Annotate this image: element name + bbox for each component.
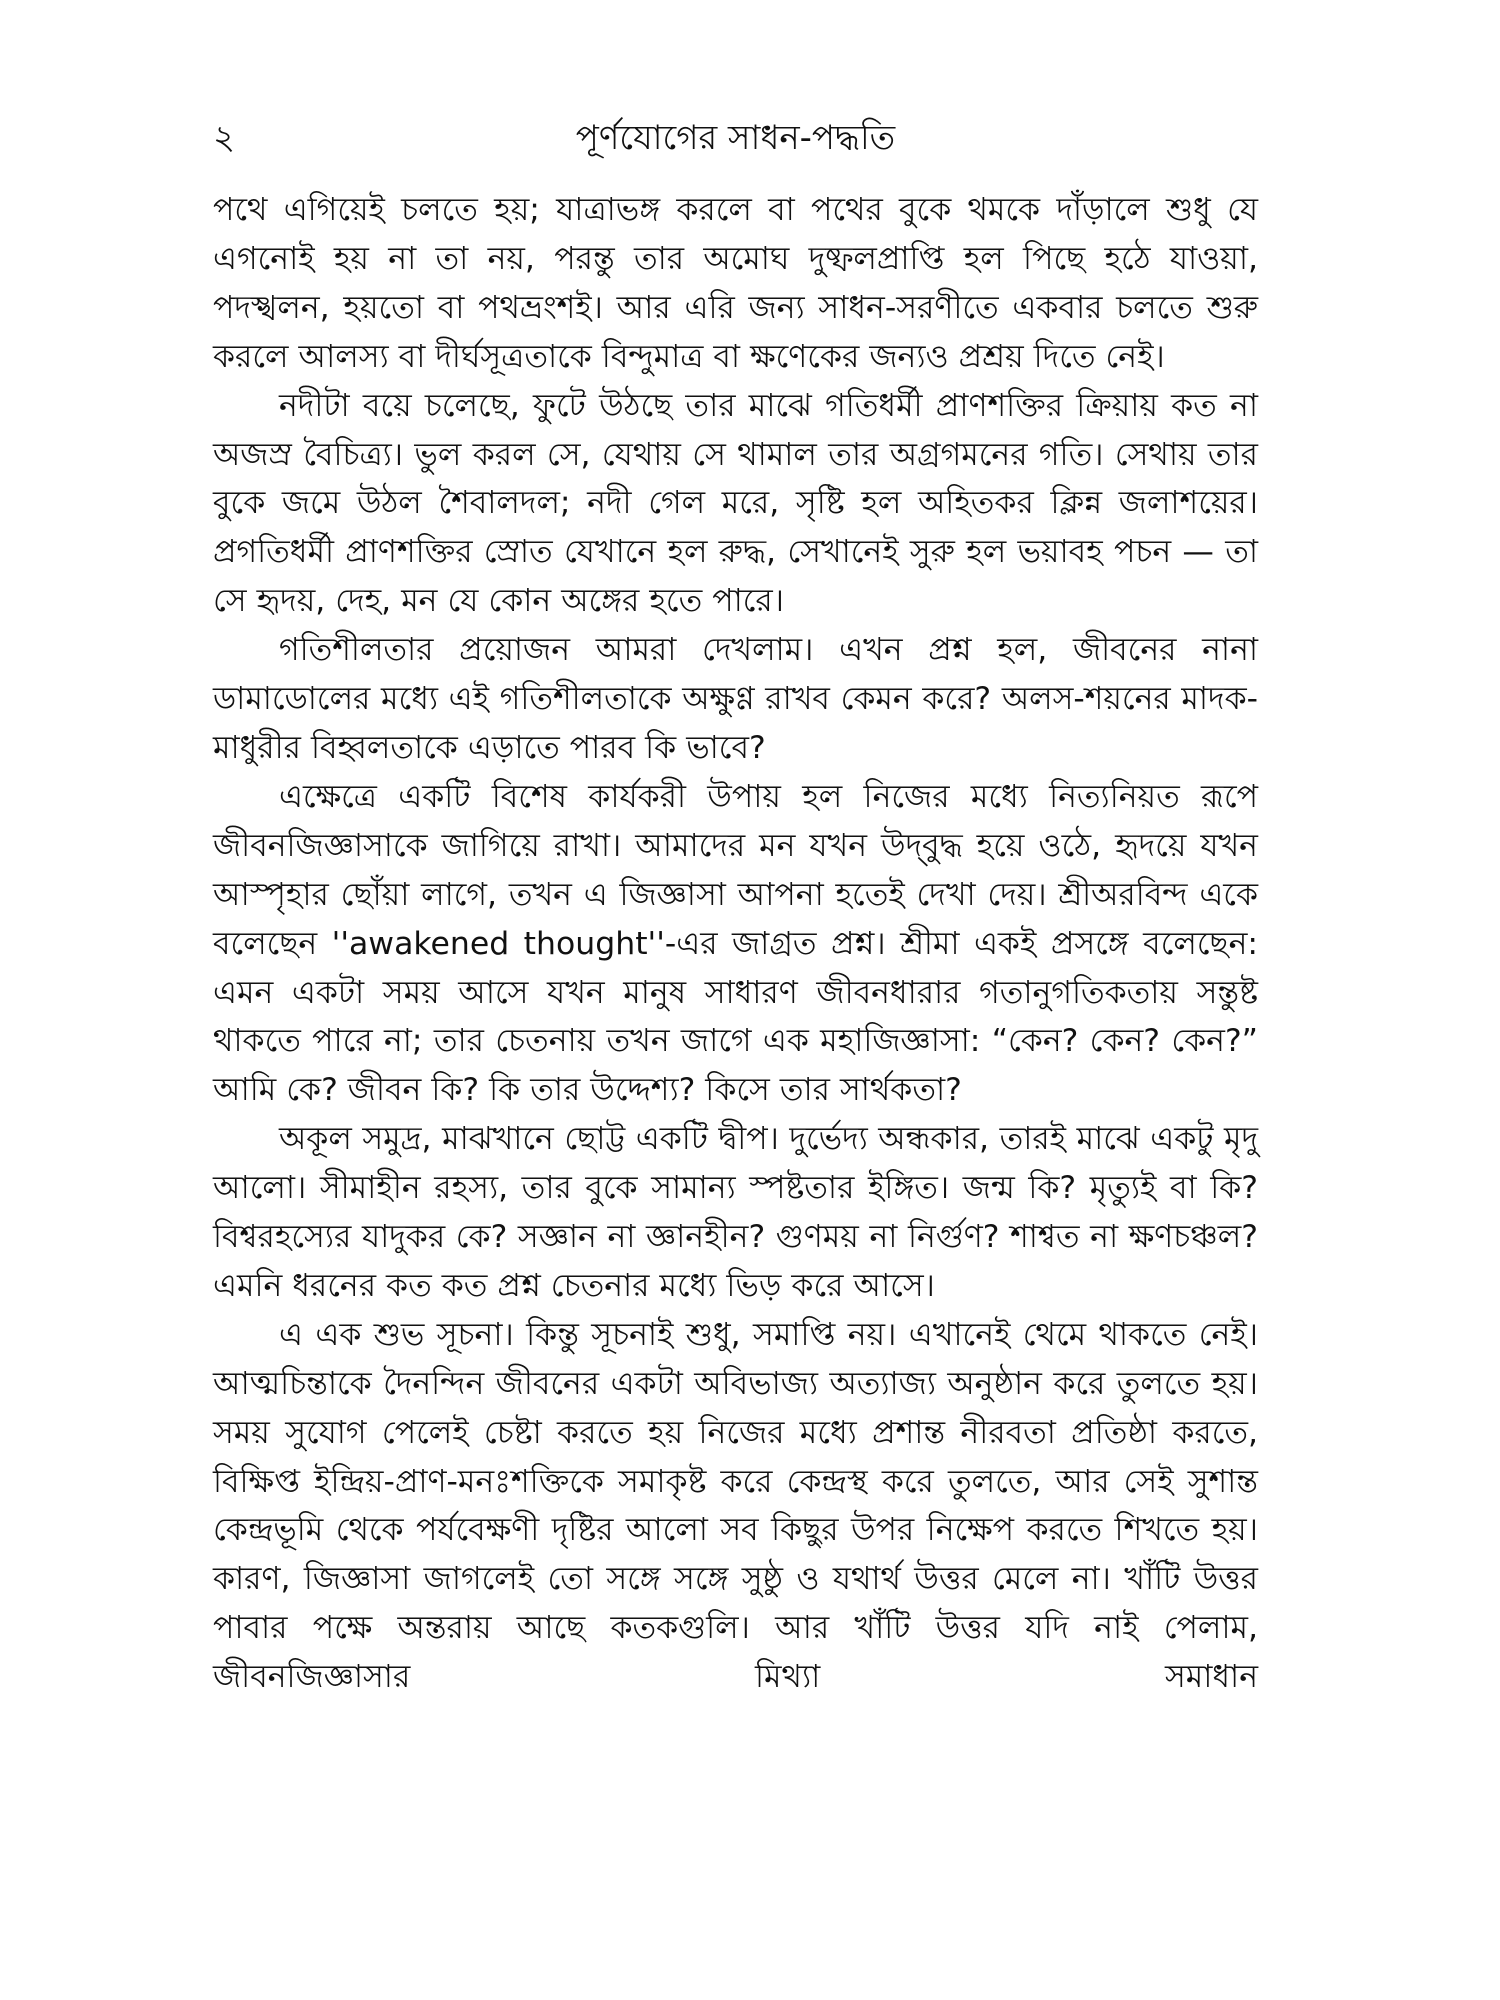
body-text xyxy=(213,186,1258,1702)
paragraph-6: এ এক শুভ সূচনা। কিন্তু সূচনাই শুধু, সমাপ্তি নয়। এখানেই থেমে থাকতে নেই। আত্মচিন্তাকে দৈনন্দিন জীবনের একটা অবিভাজ্য অত্যাজ্য অনুষ্ঠান করে তুলতে হয়। সময় সুযোগ পেলেই চেষ্টা করতে হয় নিজের মধ্যে প্রশান্ত নীরবতা প্রতিষ্ঠা করতে, বিক্ষিপ্ত ইন্দ্রিয়-প্রাণ-মনঃশক্তিকে সমাকৃষ্ট করে কেন্দ্রস্থ করে তুলতে, আর সেই সুশান্ত কেন্দ্রভূমি থেকে পর্যবেক্ষণী দৃষ্টির আলো সব কিছুর উপর নিক্ষেপ করতে শিখতে হয়। কারণ, জিজ্ঞাসা জাগলেই তো সঙ্গে সঙ্গে সুষ্ঠু ও যথার্থ উত্তর মেলে না। খাঁটি উত্তর পাবার পক্ষে অন্তরায় আছে কতকগুলি। আর খাঁটি উত্তর যদি নাই পেলাম, জীবনজিজ্ঞাসার মিথ্যা সমাধান xyxy=(213,1316,1258,1696)
paragraph-3: গতিশীলতার প্রয়োজন আমরা দেখলাম। এখন প্রশ্ন হল, জীবনের নানা ডামাডোলের মধ্যে এই গতিশীলতাকে অক্ষুণ্ণ রাখব কেমন করে? অলস-শয়নের মাদক-মাধুরীর বিহ্বলতাকে এড়াতে পারব কি ভাবে? xyxy=(213,632,1258,766)
paragraph-2: নদীটা বয়ে চলেছে, ফুটে উঠছে তার মাঝে গতিধর্মী প্রাণশক্তির ক্রিয়ায় কত না অজস্র বৈচিত্র্য। ভুল করল সে, যেথায় সে থামাল তার অগ্রগমনের গতি। সেথায় তার বুকে জমে উঠল শৈবালদল; নদী গেল মরে, সৃষ্টি হল অহিতকর ক্লিন্ন জলাশয়ের। প্রগতিধর্মী প্রাণশক্তির স্রোত যেখানে হল রুদ্ধ, সেখানেই সুরু হল ভয়াবহ পচন — তা সে হৃদয়, দেহ, মন যে কোন অঙ্গের হতে পারে। xyxy=(213,387,1258,620)
paragraph-4: এক্ষেত্রে একটি বিশেষ কার্যকরী উপায় হল নিজের মধ্যে নিত্যনিয়ত রূপে জীবনজিজ্ঞাসাকে জাগিয়ে রাখা। আমাদের মন যখন উদ্‌বুদ্ধ হয়ে ওঠে, হৃদয়ে যখন আস্পৃহার ছোঁয়া লাগে, তখন এ জিজ্ঞাসা আপনা হতেই দেখা দেয়। শ্রীঅরবিন্দ একে বলেছেন ''awakened thought''-এর জাগ্রত প্রশ্ন। শ্রীমা একই প্রসঙ্গে বলেছেন: এমন একটা সময় আসে যখন মানুষ সাধারণ জীবনধারার গতানুগতিকতায় সন্তুষ্ট থাকতে পারে না; তার চেতনায় তখন জাগে এক মহাজিজ্ঞাসা: “কেন? কেন? কেন?” আমি কে? জীবন কি? কি তার উদ্দেশ্য? কিসে তার সার্থকতা? xyxy=(213,778,1258,1109)
page-header xyxy=(213,108,1258,168)
running-title: পূর্ণযোগের সাধন-পদ্ধতি xyxy=(575,118,896,158)
paragraph-1: পথে এগিয়েই চলতে হয়; যাত্রাভঙ্গ করলে বা পথের বুকে থমকে দাঁড়ালে শুধু যে এগনোই হয় না তা নয়, পরন্তু তার অমোঘ দুষ্ফলপ্রাপ্তি হল পিছে হঠে যাওয়া, পদস্খলন, হয়তো বা পথভ্রংশই। আর এরি জন্য সাধন-সরণীতে একবার চলতে শুরু করলে আলস্য বা দীর্ঘসূত্রতাকে বিন্দুমাত্র বা ক্ষণেকের জন্যও প্রশ্রয় দিতে নেই। xyxy=(213,192,1258,375)
page-number: ২ xyxy=(213,118,236,158)
paragraph-5: অকূল সমুদ্র, মাঝখানে ছোট্ট একটি দ্বীপ। দুর্ভেদ্য অন্ধকার, তারই মাঝে একটু মৃদু আলো। সীমাহীন রহস্য, তার বুকে সামান্য স্পষ্টতার ইঙ্গিত। জন্ম কি? মৃত্যুই বা কি? বিশ্বরহস্যের যাদুকর কে? সজ্ঞান না জ্ঞানহীন? গুণময় না নির্গুণ? শাশ্বত না ক্ষণচঞ্চল? এমনি ধরনের কত কত প্রশ্ন চেতনার মধ্যে ভিড় করে আসে। xyxy=(213,1121,1258,1304)
